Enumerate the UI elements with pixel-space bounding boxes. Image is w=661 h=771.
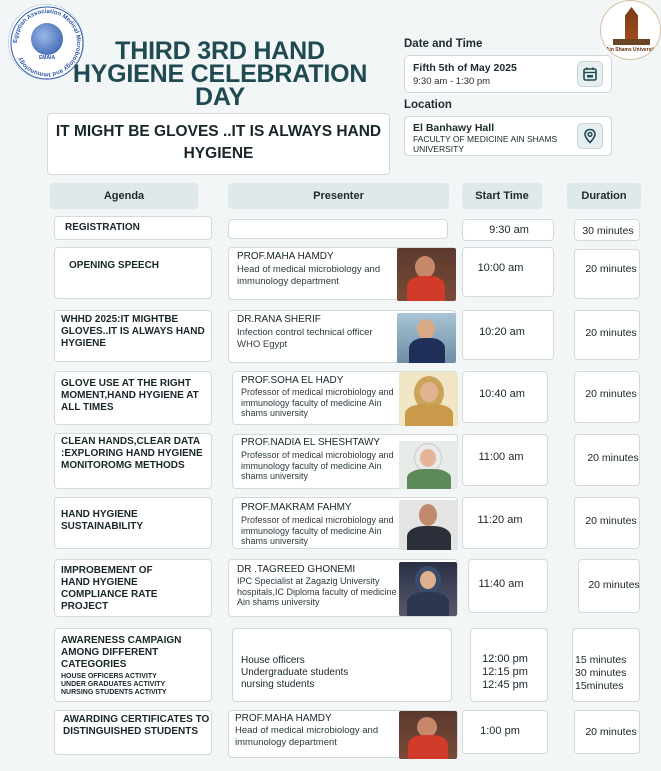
presenter-cell — [228, 559, 458, 617]
presenter-cell — [228, 219, 448, 239]
start-time: 12:15 pm — [482, 666, 528, 678]
presenter-photo — [399, 711, 457, 759]
agenda-item: IMPROBEMENT OF HAND HYGIENE COMPLIANCE RATE PROJECT — [61, 565, 158, 612]
presenter-name: PROF.NADIA EL SHESHTAWY — [241, 437, 381, 448]
header-start-time: Start Time — [462, 183, 542, 209]
agenda-item: GLOVE USE AT THE RIGHT MOMENT,HAND HYGIENE AT ALL TIMES — [61, 378, 199, 413]
presenter-line: House officers — [241, 655, 305, 666]
start-cell — [468, 559, 548, 613]
start-time: 10:00 am — [477, 262, 524, 274]
agenda-cell — [54, 310, 212, 362]
presenter-role: Head of medical microbiology and immunology department — [237, 264, 381, 287]
date-time-label: Date and Time — [404, 38, 483, 50]
duration-cell — [572, 628, 640, 702]
presenter-photo — [399, 562, 457, 616]
duration: 30 minutes — [575, 667, 627, 679]
university-logo — [600, 0, 661, 60]
university-logo-text: Ain Shams University — [605, 47, 658, 53]
duration: 20 minutes — [587, 452, 639, 464]
start-cell — [462, 710, 548, 754]
presenter-name: PROF.MAKRAM FAHMY — [241, 502, 352, 513]
start-time: 11:20 am — [477, 514, 523, 526]
presenter-cell — [232, 371, 458, 425]
agenda-item: CLEAN HANDS,CLEAR DATA :EXPLORING HAND HYGIENE MONITOROMG METHODS — [61, 436, 203, 471]
duration-cell — [574, 497, 640, 549]
agenda-cell — [54, 433, 212, 489]
presenter-cell — [228, 310, 456, 363]
presenter-line: Undergraduate students — [241, 667, 349, 678]
presenter-cell — [232, 628, 452, 702]
presenter-cell — [228, 247, 456, 300]
presenter-cell — [232, 434, 458, 489]
duration-cell — [578, 559, 640, 613]
agenda-cell — [54, 497, 212, 549]
agenda-cell — [54, 628, 212, 702]
association-logo-ring-text: Egyptian Association Medical Microbiology and Immunology — [12, 8, 82, 78]
start-time: 10:20 am — [479, 326, 525, 338]
duration-cell — [574, 310, 640, 360]
presenter-photo — [399, 372, 458, 426]
duration: 20 minutes — [585, 327, 637, 339]
presenter-role: IPC Specialist at Zagazig University hospitals,IC Diploma faculty of medicine Ain shams university — [237, 576, 397, 607]
header-presenter: Presenter — [228, 183, 449, 209]
presenter-role: Professor of medical microbiology and immunology faculty of medicine Ain shams university — [241, 450, 394, 481]
location-box — [404, 116, 612, 156]
event-time: 9:30 am - 1:30 pm — [413, 76, 491, 87]
start-time: 11:00 am — [478, 451, 524, 463]
start-cell — [462, 371, 548, 423]
location-address: FACULTY OF MEDICINE AIN SHAMS UNIVERSITY — [413, 134, 558, 154]
presenter-photo — [397, 313, 456, 363]
start-time: 10:40 am — [479, 388, 525, 400]
agenda-item: OPENING SPEECH — [69, 260, 160, 271]
start-cell — [462, 219, 554, 241]
duration-cell — [574, 249, 640, 299]
duration: 20 minutes — [585, 726, 637, 738]
date-time-box — [404, 55, 612, 93]
duration-cell — [574, 371, 640, 423]
page-title: THIRD 3RD HAND HYGIENE CELEBRATION DAY — [72, 37, 368, 111]
calendar-icon — [577, 61, 603, 87]
presenter-cell — [228, 710, 458, 758]
presenter-role: Professor of medical microbiology and immunology faculty of medicine Ain shams university — [241, 387, 394, 418]
agenda-item: AWARDING CERTIFICATES TO DISTINGUISHED STUDENTS — [63, 714, 210, 737]
presenter-cell — [232, 497, 458, 549]
duration: 20 minutes — [588, 579, 640, 591]
start-time: 9:30 am — [489, 224, 529, 236]
start-cell — [470, 628, 548, 702]
start-cell — [462, 434, 548, 486]
header-agenda: Agenda — [50, 183, 198, 209]
agenda-item: WHHD 2025:IT MIGHTBE GLOVES..IT IS ALWAYS HAND HYGIENE — [61, 314, 205, 349]
agenda-item: AWARENESS CAMPAIGN AMONG DIFFERENT CATEGORIES — [61, 635, 182, 670]
presenter-name: PROF.MAHA HAMDY — [235, 713, 332, 724]
agenda-cell — [54, 710, 212, 755]
agenda-item: HAND HYGIENE SUSTAINABILITY — [61, 509, 144, 532]
presenter-photo — [399, 500, 458, 550]
duration-cell — [574, 710, 640, 754]
presenter-photo — [397, 248, 456, 301]
start-cell — [462, 247, 554, 297]
duration: 30 minutes — [582, 225, 634, 237]
duration: 20 minutes — [585, 515, 637, 527]
association-logo-label: EMAIA — [38, 55, 56, 61]
start-cell — [462, 497, 548, 549]
presenter-role: Professor of medical microbiology and immunology faculty of medicine Ain shams university — [241, 515, 394, 546]
start-time: 11:40 am — [478, 578, 524, 590]
location-hall: El Banhawy Hall — [413, 122, 495, 134]
agenda-subitem: HOUSE OFFICERS ACTIVITY — [61, 673, 157, 680]
location-pin-icon — [577, 123, 603, 149]
start-cell — [462, 310, 554, 360]
presenter-name: PROF.MAHA HAMDY — [237, 251, 334, 262]
duration-cell — [574, 434, 640, 486]
duration: 15 minutes — [575, 654, 627, 666]
location-label: Location — [404, 99, 452, 111]
slogan-text: IT MIGHT BE GLOVES ..IT IS ALWAYS HAND HYGIENE — [55, 123, 382, 162]
agenda-subitem: NURSING STUDENTS ACTIVITY — [61, 689, 167, 696]
duration: 20 minutes — [585, 263, 637, 275]
presenter-line: nursing students — [241, 679, 315, 690]
event-date: Fifth 5th of May 2025 — [413, 62, 517, 74]
presenter-role: Infection control technical officer WHO Egypt — [237, 327, 373, 350]
presenter-photo — [399, 441, 458, 489]
presenter-name: DR.RANA SHERIF — [237, 314, 321, 325]
presenter-name: DR .TAGREED GHONEMI — [237, 564, 356, 575]
duration: 20 minutes — [585, 388, 637, 400]
agenda-item: REGISTRATION — [65, 222, 140, 233]
start-time: 12:00 pm — [482, 653, 528, 665]
start-time: 1:00 pm — [480, 725, 520, 737]
agenda-cell — [54, 371, 212, 425]
start-time: 12:45 pm — [482, 679, 528, 691]
agenda-cell — [54, 216, 212, 240]
agenda-subitem: UNDER GRADUATES ACTIVITY — [61, 681, 166, 688]
duration: 15minutes — [575, 680, 624, 692]
agenda-cell — [54, 247, 212, 299]
duration-cell — [574, 219, 640, 241]
header-duration: Duration — [567, 183, 641, 209]
presenter-role: Head of medical microbiology and immunology department — [235, 725, 379, 748]
presenter-name: PROF.SOHA EL HADY — [241, 375, 344, 386]
agenda-cell — [54, 559, 212, 617]
